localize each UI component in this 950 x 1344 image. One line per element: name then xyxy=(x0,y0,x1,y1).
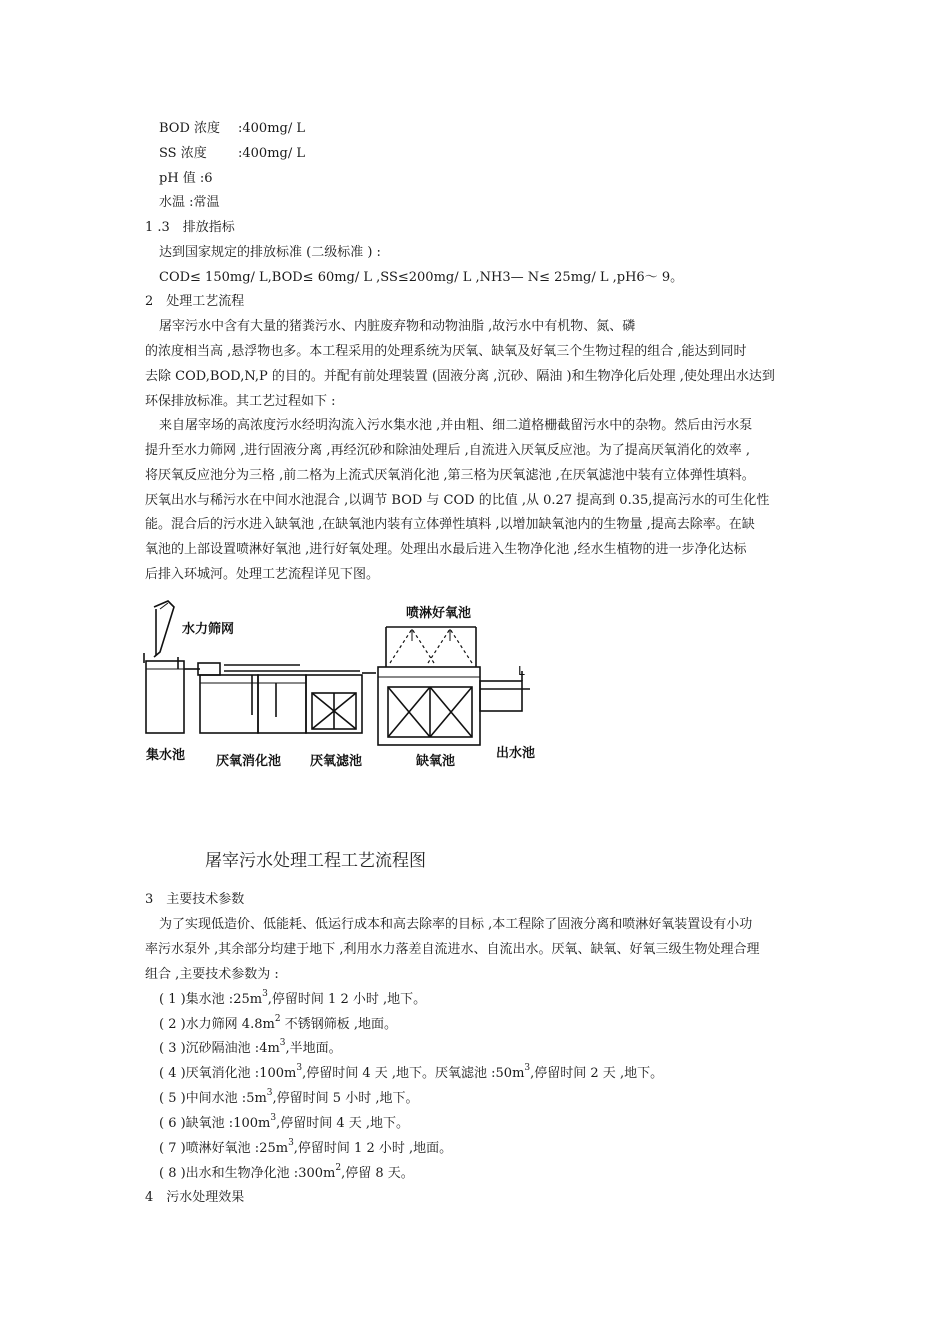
label-water-level: L xyxy=(518,664,525,678)
item-text: ,停留 8 天。 xyxy=(341,1166,414,1181)
sec2-p2-line: 将厌氧反应池分为三格 ,前二格为上流式厌氧消化池 ,第三格为厌氧滤池 ,在厌氧滤池中装有立体弹性填料。 xyxy=(145,468,755,483)
item-text: ,停留时间 2 天 ,地下。 xyxy=(530,1066,664,1081)
item-superscript: 2 xyxy=(335,1163,342,1173)
label-anaerobic-filter: 厌氧滤池 xyxy=(310,754,363,769)
sec2-p1-line: 去除 COD,BOD,N,P 的目的。并配有前处理装置 (固液分离 ,沉砂、隔油 )和生物净化后处理 ,使处理出水达到 xyxy=(145,369,775,384)
param-item-5 xyxy=(159,1090,418,1108)
param-item-4 xyxy=(159,1065,663,1083)
param-item-3 xyxy=(159,1040,342,1058)
item-text: ( 4 )厌氧消化池 :100m xyxy=(159,1066,297,1081)
param-item-1 xyxy=(159,991,426,1009)
label-hydraulic-screen: 水力筛网 xyxy=(182,622,235,637)
process-flow-diagram xyxy=(140,597,550,777)
item-text: ,停留时间 1 2 小时 ,地面。 xyxy=(293,1141,453,1156)
label-collection-tank: 集水池 xyxy=(146,748,186,763)
diagram-caption: 屠宰污水处理工程工艺流程图 xyxy=(205,851,426,871)
item-superscript: 3 xyxy=(279,1038,286,1048)
param-ss-label: SS 浓度 xyxy=(159,146,207,161)
param-item-2 xyxy=(159,1016,397,1034)
item-text: ( 8 )出水和生物净化池 :300m xyxy=(159,1166,336,1181)
label-anoxic-tank: 缺氧池 xyxy=(416,754,456,769)
item-text: ,停留时间 4 天 ,地下。 xyxy=(276,1116,410,1131)
item-text: ,停留时间 5 小时 ,地下。 xyxy=(272,1091,419,1106)
item-text: ,停留时间 1 2 小时 ,地下。 xyxy=(267,992,427,1007)
label-spray-aerobic: 喷淋好氧池 xyxy=(406,606,472,621)
sec2-p1-line: 环保排放标准。其工艺过程如下 : xyxy=(145,394,336,409)
sec2-p2-line: 提升至水力筛网 ,进行固液分离 ,再经沉砂和除油处理后 ,自流进入厌氧反应池。为了提高厌氧消化的效率 , xyxy=(145,443,751,458)
item-superscript: 3 xyxy=(296,1063,303,1073)
sec2-p2-line: 后排入环城河。处理工艺流程详见下图。 xyxy=(145,567,380,582)
sec2-heading: 2 处理工艺流程 xyxy=(145,294,245,309)
sec3-p1-line: 为了实现低造价、低能耗、低运行成本和高去除率的目标 ,本工程除了固液分离和喷淋好氧装置设有小功 xyxy=(159,917,753,932)
param-ph: pH 值 :6 xyxy=(159,171,213,186)
param-bod-label: BOD 浓度 xyxy=(159,121,221,136)
param-ss xyxy=(159,145,305,163)
param-item-6 xyxy=(159,1115,409,1133)
item-superscript: 3 xyxy=(524,1063,531,1073)
item-text: 不锈钢筛板 ,地面。 xyxy=(280,1017,397,1032)
sec4-heading: 4 污水处理效果 xyxy=(145,1190,245,1205)
sec13-heading: 1 .3 排放指标 xyxy=(145,220,235,235)
item-text: ( 3 )沉砂隔油池 :4m xyxy=(159,1041,280,1056)
sec3-p1-line: 组合 ,主要技术参数为 : xyxy=(145,967,279,982)
item-text: ( 5 )中间水池 :5m xyxy=(159,1091,267,1106)
item-text: ( 7 )喷淋好氧池 :25m xyxy=(159,1141,289,1156)
param-item-7 xyxy=(159,1140,452,1158)
item-text: ( 6 )缺氧池 :100m xyxy=(159,1116,271,1131)
sec13-line1: 达到国家规定的排放标准 (二级标准 ) : xyxy=(159,245,381,260)
sec2-p2-line: 能。混合后的污水进入缺氧池 ,在缺氧池内装有立体弹性填料 ,以增加缺氧池内的生物量 ,提高去除率。在缺 xyxy=(145,517,755,532)
param-bod-value: :400mg/ L xyxy=(238,121,305,136)
item-superscript: 2 xyxy=(274,1014,281,1024)
item-text: ,停留时间 4 天 ,地下。厌氧滤池 :50m xyxy=(302,1066,525,1081)
sec3-p1-line: 率污水泵外 ,其余部分均建于地下 ,利用水力落差自流进水、自流出水。厌氧、缺氧、好氧三级生物处理合理 xyxy=(145,942,760,957)
sec2-p2-line: 来自屠宰场的高浓度污水经明沟流入污水集水池 ,并由粗、细二道格栅截留污水中的杂物。然后由污水泵 xyxy=(159,418,753,433)
sec13-line2: COD≤ 150mg/ L,BOD≤ 60mg/ L ,SS≤200mg/ L ,NH3— N≤ 25mg/ L ,pH6～ 9。 xyxy=(159,270,684,285)
sec3-heading: 3 主要技术参数 xyxy=(145,892,245,907)
item-superscript: 3 xyxy=(266,1088,273,1098)
item-text: ( 1 )集水池 :25m xyxy=(159,992,263,1007)
param-temp: 水温 :常温 xyxy=(159,195,220,210)
param-item-8 xyxy=(159,1165,414,1183)
sec2-p2-line: 厌氧出水与稀污水在中间水池混合 ,以调节 BOD 与 COD 的比值 ,从 0.27 提高到 0.35,提高污水的可生化性 xyxy=(145,493,770,508)
item-superscript: 3 xyxy=(262,989,268,999)
label-outlet-tank: 出水池 xyxy=(496,746,536,761)
sec2-p1-line: 的浓度相当高 ,悬浮物也多。本工程采用的处理系统为厌氧、缺氧及好氧三个生物过程的组合 ,能达到同时 xyxy=(145,344,747,359)
sec2-p1-line: 屠宰污水中含有大量的猪粪污水、内脏废弃物和动物油脂 ,故污水中有机物、氮、磷 xyxy=(159,319,636,334)
item-superscript: 3 xyxy=(288,1138,294,1148)
item-text: ,半地面。 xyxy=(285,1041,342,1056)
sec2-p2-line: 氧池的上部设置喷淋好氧池 ,进行好氧处理。处理出水最后进入生物净化池 ,经水生植物的进一步净化达标 xyxy=(145,542,747,557)
item-superscript: 3 xyxy=(270,1113,277,1123)
item-text: ( 2 )水力筛网 4.8m xyxy=(159,1017,275,1032)
param-ss-value: :400mg/ L xyxy=(238,146,305,161)
label-anaerobic-digester: 厌氧消化池 xyxy=(216,754,282,769)
param-bod xyxy=(159,120,305,138)
